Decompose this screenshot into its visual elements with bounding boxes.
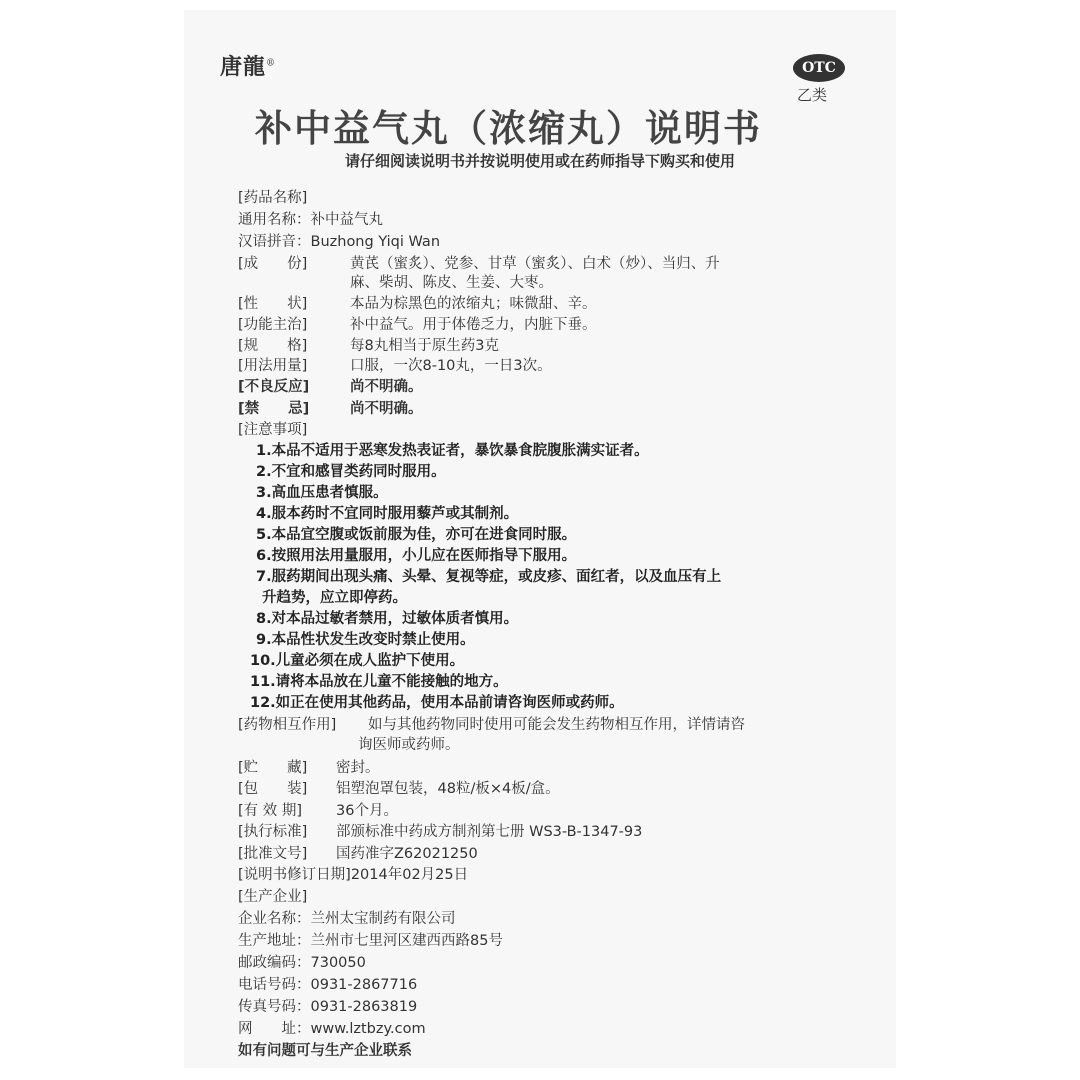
package-row xyxy=(238,780,868,798)
fax-value: 0931-2863819 xyxy=(310,999,418,1015)
drug-name-section: [药品名称] xyxy=(238,190,308,206)
address-row xyxy=(238,932,868,950)
generic-name-row xyxy=(238,211,868,229)
standard-row xyxy=(238,823,868,841)
manufacturer-section: [生产企业] xyxy=(238,889,308,905)
contraindications-label: [禁 忌] xyxy=(238,401,310,417)
indications-value: 补中益气。用于体倦乏力，内脏下垂。 xyxy=(350,317,597,333)
precaution-item: 1.本品不适用于恶寒发热表证者，暴饮暴食脘腹胀满实证者。 xyxy=(256,443,649,459)
pinyin-label: 汉语拼音： xyxy=(238,234,311,250)
pinyin-row xyxy=(238,233,868,251)
interactions-label: [药物相互作用] xyxy=(238,717,337,733)
ingredients-value-line2: 麻、柴胡、陈皮、生姜、大枣。 xyxy=(350,275,553,291)
approval-value: 国药准字Z62021250 xyxy=(336,846,478,862)
validity-value: 36个月。 xyxy=(336,803,398,819)
storage-value: 密封。 xyxy=(336,760,380,776)
adverse-value: 尚不明确。 xyxy=(350,379,423,395)
interactions-row xyxy=(238,716,868,734)
company-name-value: 兰州太宝制药有限公司 xyxy=(310,911,456,927)
interactions-value: 如与其他药物同时使用可能会发生药物相互作用，详情请咨 xyxy=(368,717,745,733)
indications-label: [功能主治] xyxy=(238,317,308,333)
phone-value: 0931-2867716 xyxy=(310,977,418,993)
brand-logo: 唐龍® xyxy=(220,54,277,80)
postcode-value: 730050 xyxy=(310,955,366,971)
interactions-value-line2: 询医师或药师。 xyxy=(358,737,460,753)
precaution-item: 10.儿童必须在成人监护下使用。 xyxy=(250,653,465,669)
contraindications-row xyxy=(238,400,868,418)
precaution-item: 6.按照用法用量服用，小儿应在医师指导下服用。 xyxy=(256,548,577,564)
specification-label: [规 格] xyxy=(238,338,308,354)
precaution-item: 2.不宜和感冒类药同时服用。 xyxy=(256,464,446,480)
precaution-item: 4.服本药时不宜同时服用藜芦或其制剂。 xyxy=(256,506,519,522)
adverse-label: [不良反应] xyxy=(238,379,310,395)
fax-label: 传真号码： xyxy=(238,999,311,1015)
ingredients-value: 黄芪（蜜炙）、党参、甘草（蜜炙）、白术（炒）、当归、升 xyxy=(350,256,720,272)
approval-label: [批准文号] xyxy=(238,846,308,862)
validity-row xyxy=(238,802,868,820)
precaution-item-continued: 升趋势，应立即停药。 xyxy=(262,590,407,606)
standard-label: [执行标准] xyxy=(238,824,308,840)
otc-class-label: 乙类 xyxy=(797,86,828,104)
fax-row xyxy=(238,998,868,1016)
contraindications-value: 尚不明确。 xyxy=(350,401,423,417)
revision-row xyxy=(238,866,868,884)
dosage-row xyxy=(238,357,868,375)
precaution-item: 9.本品性状发生改变时禁止使用。 xyxy=(256,632,475,648)
ingredients-label: [成 份] xyxy=(238,256,308,272)
specification-value: 每8丸相当于原生药3克 xyxy=(350,338,499,354)
storage-row xyxy=(238,759,868,777)
generic-name-label: 通用名称： xyxy=(238,212,311,228)
precaution-item: 11.请将本品放在儿童不能接触的地方。 xyxy=(250,674,508,690)
adverse-row xyxy=(238,378,868,396)
address-label: 生产地址： xyxy=(238,933,311,949)
ingredients-row xyxy=(238,255,868,273)
company-name-row xyxy=(238,910,868,928)
address-value: 兰州市七里河区建西西路85号 xyxy=(310,933,503,949)
precaution-item: 5.本品宜空腹或饭前服为佳，亦可在进食同时服。 xyxy=(256,527,577,543)
contact-note: 如有问题可与生产企业联系 xyxy=(238,1043,412,1059)
phone-row xyxy=(238,976,868,994)
validity-label: [有 效 期] xyxy=(238,803,303,819)
properties-label: [性 状] xyxy=(238,296,308,312)
package-label: [包 装] xyxy=(238,781,308,797)
package-value: 铝塑泡罩包装，48粒/板×4板/盒。 xyxy=(336,781,560,797)
website-label: 网 址： xyxy=(238,1021,311,1037)
revision-label: [说明书修订日期] xyxy=(238,867,351,883)
website-value: www.lztbzy.com xyxy=(310,1021,426,1037)
precaution-item: 12.如正在使用其他药品，使用本品前请咨询医师或药师。 xyxy=(250,695,624,711)
postcode-row xyxy=(238,954,868,972)
postcode-label: 邮政编码： xyxy=(238,955,311,971)
precaution-item: 8.对本品过敏者禁用，过敏体质者慎用。 xyxy=(256,611,519,627)
otc-badge: OTC xyxy=(793,54,845,82)
website-row xyxy=(238,1020,868,1038)
indications-row xyxy=(238,316,868,334)
precautions-label: [注意事项] xyxy=(238,422,308,438)
properties-value: 本品为棕黑色的浓缩丸；味微甜、辛。 xyxy=(350,296,597,312)
standard-value: 部颁标准中药成方制剂第七册 WS3-B-1347-93 xyxy=(336,824,643,840)
document-subtitle: 请仔细阅读说明书并按说明使用或在药师指导下购买和使用 xyxy=(344,152,735,170)
properties-row xyxy=(238,295,868,313)
document-title: 补中益气丸（浓缩丸）说明书 xyxy=(255,107,762,150)
storage-label: [贮 藏] xyxy=(238,760,308,776)
revision-value: 2014年02月25日 xyxy=(350,867,469,883)
approval-row xyxy=(238,845,868,863)
generic-name-value: 补中益气丸 xyxy=(310,212,383,228)
phone-label: 电话号码： xyxy=(238,977,311,993)
specification-row xyxy=(238,337,868,355)
precaution-item: 3.高血压患者慎服。 xyxy=(256,485,388,501)
company-name-label: 企业名称： xyxy=(238,911,311,927)
dosage-label: [用法用量] xyxy=(238,358,308,374)
precaution-item: 7.服药期间出现头痛、头晕、复视等症，或皮疹、面红者，以及血压有上 xyxy=(256,569,722,585)
pinyin-value: Buzhong Yiqi Wan xyxy=(310,234,441,250)
dosage-value: 口服，一次8-10丸，一日3次。 xyxy=(350,358,552,374)
